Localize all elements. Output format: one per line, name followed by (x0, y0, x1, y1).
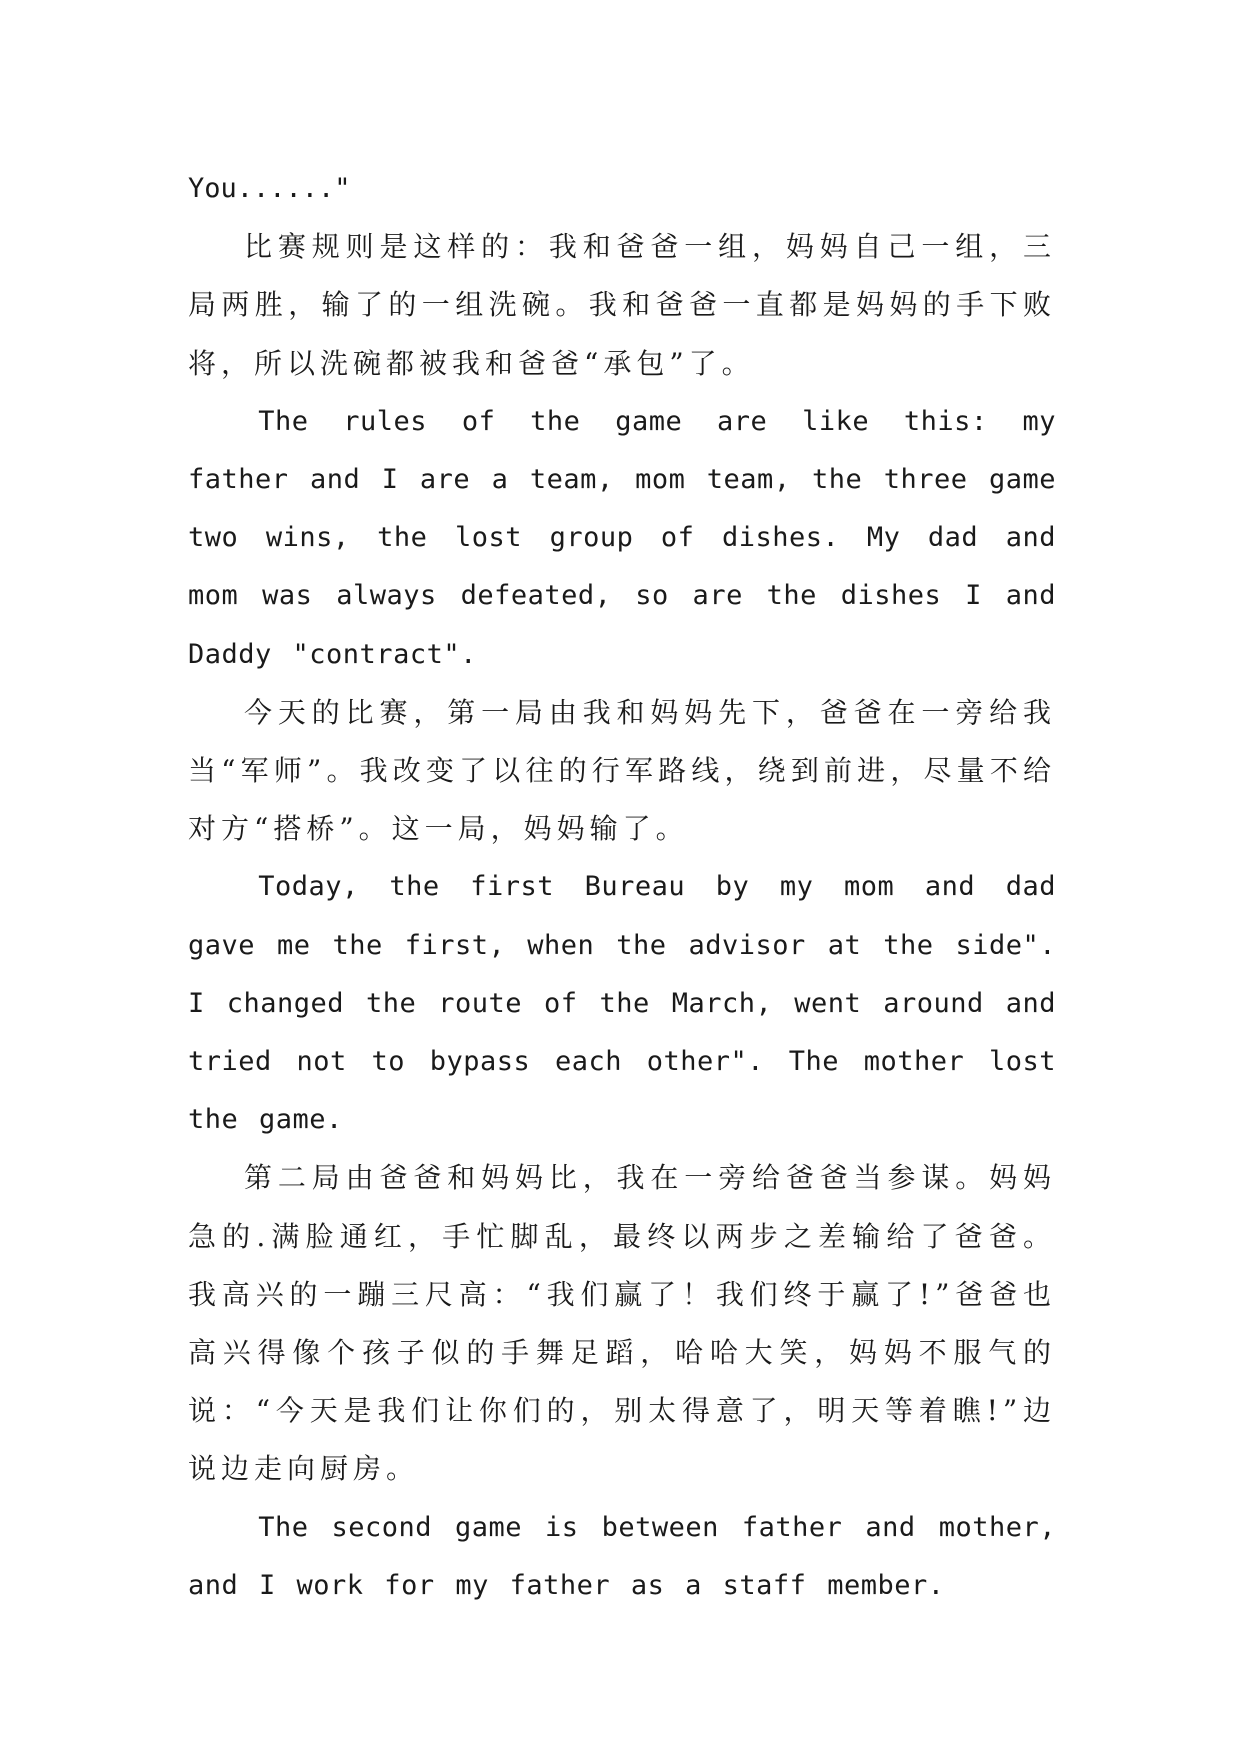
document-body (188, 160, 1056, 1615)
paragraph-game-rules-zh: 比赛规则是这样的：我和爸爸一组，妈妈自己一组，三局两胜，输了的一组洗碗。我和爸爸一直都是妈妈的手下败将，所以洗碗都被我和爸爸“承包”了。 (188, 230, 1056, 380)
paragraph-game-rules-en: The rules of the game are like this: my father and I are a team, mom team, the three game two wins, the lost group of dishes. My dad and mom was always defeated, so are the dishes I and Daddy "contract". (188, 405, 1056, 670)
paragraph-first-game-zh: 今天的比赛，第一局由我和妈妈先下，爸爸在一旁给我当“军师”。我改变了以往的行军路线，绕到前进，尽量不给对方“搭桥”。这一局，妈妈输了。 (188, 695, 1056, 846)
paragraph-second-game-zh: 第二局由爸爸和妈妈比，我在一旁给爸爸当参谋。妈妈急的.满脸通红，手忙脚乱，最终以两步之差输给了爸爸。我高兴的一蹦三尺高：“我们赢了！我们终于赢了!”爸爸也高兴得像个孩子似的手舞足蹈，哈哈大笑，妈妈不服气的说：“今天是我们让你们的，别太得意了，明天等着瞧!”边说边走向厨房。 (188, 1161, 1056, 1486)
paragraph-first-game-en: Today, the first Bureau by my mom and dad gave me the first, when the advisor at the side". I changed the route of the March, went around and tried not to bypass each other". The mother lost the game. (188, 871, 1056, 1136)
paragraph-continuation: You......" (188, 173, 351, 204)
paragraph-second-game-en: The second game is between father and mother, and I work for my father as a staff member. (188, 1511, 1056, 1601)
